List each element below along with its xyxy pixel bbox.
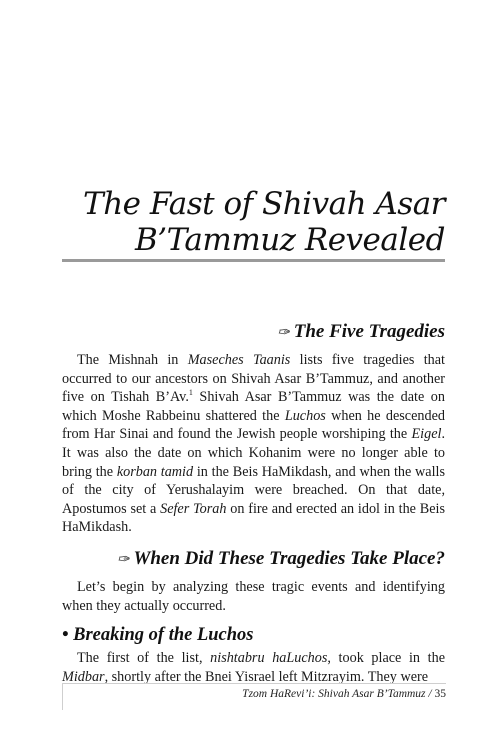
- chapter-title-line-1: The Fast of Shivah Asar: [83, 186, 445, 222]
- text-run: lists five tragedies that occurred to our ancestors on Shivah Asar B’Tammuz, and another five on Tishah B’Av.: [62, 352, 445, 406]
- running-title: Tzom HaRevi’i: Shivah Asar B’Tammuz: [242, 688, 426, 700]
- quill-icon: ✑: [277, 325, 290, 341]
- section-heading-text: When Did These Tragedies Take Place?: [133, 547, 445, 569]
- running-footer: [242, 688, 446, 700]
- text-run: , took place in the: [327, 650, 445, 667]
- italic-term: Sefer Torah: [160, 500, 227, 517]
- page-number: 35: [434, 688, 446, 700]
- paragraph-five-tragedies: [62, 351, 445, 537]
- text-run: Let’s begin by analyzing these tragic events and identifying when they actually occurred.: [62, 578, 445, 614]
- chapter-title-line-2: B’Tammuz Revealed: [135, 222, 445, 258]
- text-run: Shivah Asar B’Tammuz was the date on which Moshe Rabbeinu shattered the: [62, 389, 445, 424]
- paragraph-when: [62, 578, 445, 615]
- page-body: [62, 320, 445, 686]
- text-run: The Mishnah in: [77, 352, 188, 368]
- text-run: when he descended from Har Sinai and found the Jewish people worshiping the: [62, 407, 445, 443]
- italic-term: nishtabru haLuchos: [210, 650, 328, 667]
- italic-term: Eigel: [411, 426, 442, 443]
- footer-separator: /: [428, 688, 432, 700]
- text-run: in the Beis HaMikdash, and when the walls of the city of Yerushalayim were breached. On that date, Apostumos set a: [62, 463, 446, 517]
- italic-term: Maseches Taanis: [187, 352, 291, 368]
- text-run: on fire and erected an idol in the Beis HaMikdash.: [62, 500, 445, 536]
- page-footer: [62, 683, 446, 710]
- chapter-title: [83, 186, 445, 258]
- text-run: . It was also the date on which Kohanim were no longer able to bring the: [62, 426, 445, 480]
- italic-term: Midbar: [62, 668, 105, 685]
- subheading-breaking-luchos: • Breaking of the Luchos: [62, 625, 254, 646]
- quill-icon: ✑: [116, 551, 130, 568]
- italic-term: korban tamid: [116, 463, 194, 480]
- text-run: The first of the list,: [77, 650, 211, 667]
- paragraph-breaking-luchos: [62, 649, 445, 686]
- title-rule: [62, 259, 445, 262]
- italic-term: Luchos: [284, 407, 326, 424]
- text-run: , shortly after the Bnei Yisrael left Mitzrayim. They were: [104, 668, 429, 685]
- section-heading-five-tragedies: [62, 320, 445, 345]
- footnote-marker: 1: [188, 388, 193, 398]
- section-heading-text: The Five Tragedies: [293, 321, 445, 342]
- section-heading-when: [62, 547, 445, 572]
